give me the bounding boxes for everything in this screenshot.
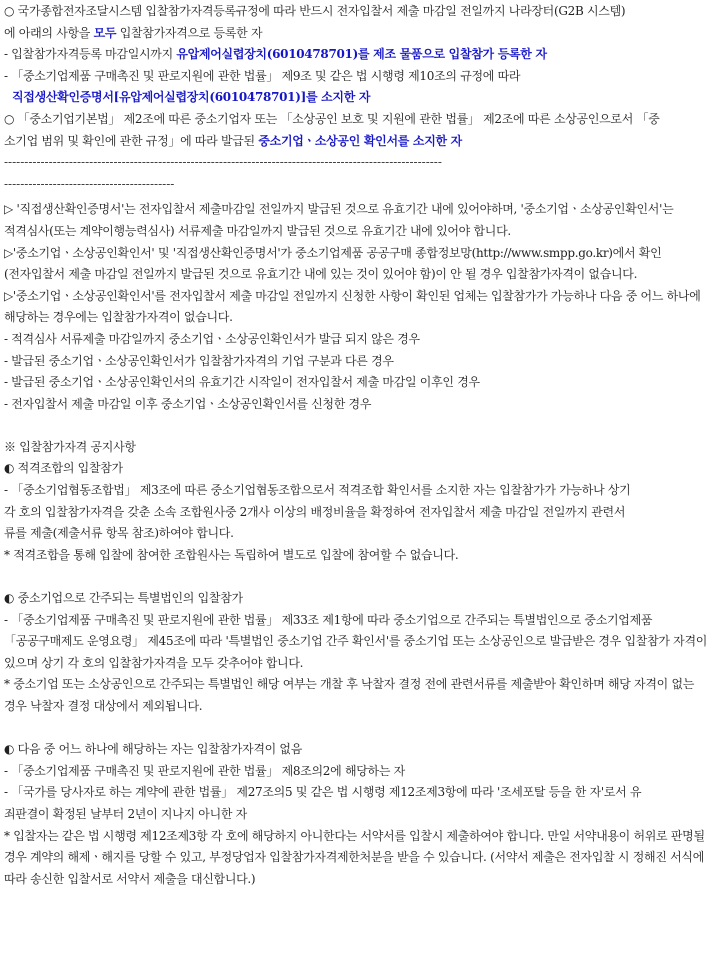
note-pending-application: ▷'중소기업ㆍ소상공인확인서'를 전자입찰서 제출 마감일 전일까지 신청한 사항이 확인된 업체는 입찰참가가 가능하나 다음 중 어느 하나에 해당하는 경우에는 입찰참가자격이 없습니다. bbox=[4, 288, 701, 325]
text-segment: 소기업 범위 및 확인에 관한 규정」에 따라 발급된 bbox=[4, 133, 259, 148]
text-segment: 에 아래의 사항을 bbox=[4, 25, 94, 40]
note-smpp-check: ▷'중소기업ㆍ소상공인확인서' 및 '직접생산확인증명서'가 중소기업제품 공공구매 종합정보망(http://www.smpp.go.kr)에서 확인(전자입찰서 제출 마감일 전일까지 발급된 것으로 유효기간 내에 있는 것이 있어야 함)이 안 될 경우 입찰참가자격이 없습니다. bbox=[4, 245, 662, 282]
union-body-line2: 각 호의 입찰참가자격을 갖춘 소속 조합원사중 2개사 이상의 배정비율을 확정하여 전자입찰서 제출 마감일 전일까지 관련서 bbox=[4, 504, 626, 519]
separator-dashes-1: ------------------------------------------------------------------------------------------------------------ bbox=[4, 155, 442, 170]
spacer bbox=[4, 415, 714, 437]
qualification-item-registration-line1: ○ 국가종합전자조달시스템 입찰참가자격등록규정에 따라 반드시 전자입찰서 제출 마감일 전일까지 나라장터(G2B 시스템) bbox=[4, 4, 626, 18]
case-item: - 적격심사 서류제출 마감일까지 중소기업ㆍ소상공인확인서가 발급 되지 않은 경우 bbox=[4, 331, 420, 346]
notice-title: ※ 입찰참가자격 공지사항 bbox=[4, 439, 136, 454]
separator-dashes-2: ------------------------------------------ bbox=[4, 176, 175, 191]
special-corp-heading: ◐ 중소기업으로 간주되는 특별법인의 입찰참가 bbox=[4, 591, 243, 606]
highlight-all: 모두 bbox=[93, 25, 117, 40]
pledge-note: * 입찰자는 같은 법 시행령 제12조제3항 각 호에 해당하지 아니한다는 서약서를 입찰시 제출하여야 합니다. 만일 서약내용이 허위로 판명될 경우 계약의 해제ㆍ해지를 당할 수 있고, 부정당업자 입찰참가자격제한처분을 받을 수 있습니다. (서약서 제출은 전자입찰 시 정해진 서식에 따라 송신한 입찰서로 서약서 제출을 대신합니다.) bbox=[4, 828, 705, 886]
qualification-item-registration-line2 bbox=[4, 23, 714, 45]
union-heading: ◐ 적격조합의 입찰참가 bbox=[4, 461, 123, 476]
highlight-sme-certificate: 중소기업ㆍ소상공인 확인서를 소지한 자 bbox=[258, 133, 462, 148]
union-note: * 적격조합을 통해 입찰에 참여한 조합원사는 독립하여 별도로 입찰에 참여할 수 없습니다. bbox=[4, 547, 459, 562]
text-segment: - 입찰참가자격등록 마감일시까지 bbox=[4, 47, 177, 62]
special-corp-note: * 중소기업 또는 소상공인으로 간주되는 특별법인 해당 여부는 개찰 후 낙찰자 결정 전에 관련서류를 제출받아 확인하며 해당 자격이 없는 경우 낙찰자 결정 대상에서 제외됩니다. bbox=[4, 677, 695, 713]
text-segment: 입찰참가자격으로 등록한 자 bbox=[116, 25, 263, 40]
excluded-item: - 「중소기업제품 구매촉진 및 판로지원에 관한 법률」 제8조의2에 해당하는 자 bbox=[4, 763, 405, 778]
excluded-item-tax-line1: - 「국가를 당사자로 하는 계약에 관한 법률」 제27조의5 및 같은 법 시행령 제12조제3항에 따라 '조세포탈 등을 한 자'로서 유 bbox=[4, 785, 642, 800]
qualification-item-manufacture bbox=[4, 44, 714, 66]
highlight-product-registration: 유압제어실렵장치(6010478701)를 제조 물품으로 입찰참가 등록한 자 bbox=[176, 47, 547, 62]
qualification-item-law: - 「중소기업제품 구매촉진 및 판로지원에 관한 법률」 제9조 및 같은 법 시행령 제10조의 규정에 따라 bbox=[4, 68, 521, 83]
qualification-item-sme-line2 bbox=[4, 131, 714, 153]
highlight-certificate: 직접생산확인증명서[유압제어실렵장치(6010478701)]를 소지한 자 bbox=[12, 90, 371, 105]
spacer bbox=[4, 566, 714, 588]
special-corp-body: - 「중소기업제품 구매촉진 및 판로지원에 관한 법률」 제33조 제1항에 따라 중소기업으로 간주되는 특별법인으로 중소기업제품 「공공구매제도 운영요령」 제45조에 따라 '특별법인 중소기업 간주 확인서'를 중소기업 또는 소상공인으로 발급받은 경우 입찰참가 자격이 있으며 상기 각 호의 입찰참가자격을 모두 갖추어야 합니다. bbox=[4, 612, 708, 670]
qualification-item-certificate bbox=[4, 87, 714, 109]
case-item: - 발급된 중소기업ㆍ소상공인확인서가 입찰참가자격의 기업 구분과 다른 경우 bbox=[4, 353, 394, 368]
case-item: - 전자입찰서 제출 마감일 이후 중소기업ㆍ소상공인확인서를 신청한 경우 bbox=[4, 396, 372, 411]
excluded-item-tax-line2: 죄판결이 확정된 날부터 2년이 지나지 아니한 자 bbox=[4, 806, 247, 821]
qualification-item-sme-line1: ○ 「중소기업기본법」 제2조에 따른 중소기업자 또는 「소상공인 보호 및 지원에 관한 법률」 제2조에 따른 소상공인으로서 「중 bbox=[4, 111, 660, 126]
note-certificate-validity: ▷ '직접생산확인증명서'는 전자입찰서 제출마감일 전일까지 발급된 것으로 유효기간 내에 있어야하며, '중소기업ㆍ소상공인확인서'는 적격심사(또는 계약이행능력심사) 서류제출 마감일까지 발급된 것으로 유효기간 내에 있어야 합니다. bbox=[4, 202, 674, 238]
case-item: - 발급된 중소기업ㆍ소상공인확인서의 유효기간 시작일이 전자입찰서 제출 마감일 이후인 경우 bbox=[4, 375, 480, 390]
union-body-line3: 류를 제출(제출서류 항목 참조)하여야 합니다. bbox=[4, 526, 234, 541]
excluded-heading: ◐ 다음 중 어느 하나에 해당하는 자는 입찰참가자격이 없음 bbox=[4, 742, 303, 757]
spacer bbox=[4, 718, 714, 740]
union-body-line1: - 「중소기업협동조합법」 제3조에 따른 중소기업협동조합으로서 적격조합 확인서를 소지한 자는 입찰참가가 가능하나 상기 bbox=[4, 483, 631, 498]
